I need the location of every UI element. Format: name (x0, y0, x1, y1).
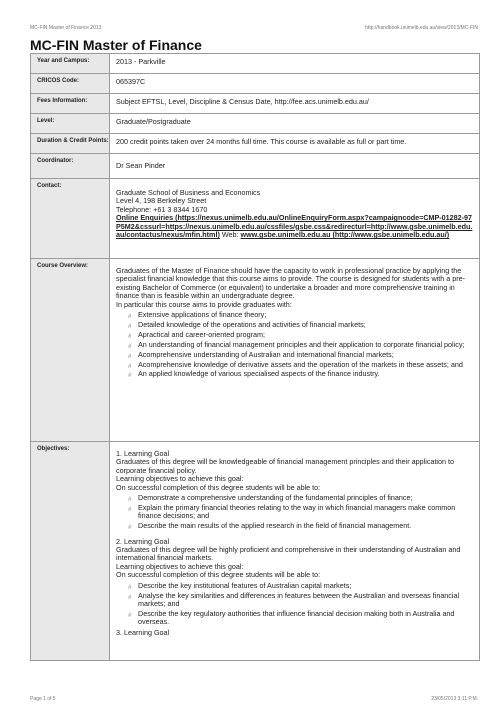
header-url[interactable]: http://handbook.unimelb.edu.au/view/2013/MC-FIN (365, 25, 478, 31)
course-info-table (30, 53, 480, 661)
bullet-icon: # (128, 373, 132, 380)
bullet-icon: # (128, 506, 132, 513)
bullet-icon: # (128, 497, 132, 504)
value-fees: Subject EFTSL, Level, Discipline & Census Date, http://fee.acs.unimelb.edu.au/ (116, 97, 369, 106)
page-number: Page 1 of 5 (30, 696, 56, 702)
page-header (30, 25, 478, 33)
row-cricos (31, 74, 479, 94)
goal-1-text: Graduates of this degree will be knowledgeable of financial management principles and their application to corporate financial policy. (116, 457, 455, 475)
goal-2-text: Graduates of this degree will be highly proficient and comprehensive in their understanding of Australian and international financial markets. (116, 545, 461, 563)
row-level (31, 114, 479, 134)
row-fees (31, 94, 479, 114)
list-item: # Describe the key institutional features of Australian capital markets; (128, 580, 352, 591)
row-contact (31, 179, 479, 259)
overview-aims-list (116, 311, 473, 379)
online-enquiries-link[interactable]: Online Enquiries (https://nexus.unimelb.edu.au/OnlineEnquiryForm.aspx?campaigncode=CMP-01282-97P5M2&cssurl=https://nexus.unimelb.edu.au/cssfiles/gsbe.css&redirecturl=http://www.gsbe.unimelb.edu.au/contactus/nexus/mfin.html) (116, 213, 473, 240)
overview-paragraph: Graduates of the Master of Finance should have the capacity to work in professional practice by applying the specialist financial knowledge that this course aims to provide. The course is designed for students with a pre-existing Bachelor of Commerce (or equivalent) to undertake a broader and more comprehensive training in finance than is feasible within an undergraduate degree. (116, 266, 466, 301)
contact-address: Level 4, 198 Berkeley Street (116, 196, 207, 206)
list-item: # Analyse the key similarities and differences in features between the Australian and overseas financial markets; and (128, 590, 460, 608)
list-item: # An applied knowledge of various specialised aspects of the finance industry. (128, 369, 380, 380)
bullet-icon: # (128, 314, 132, 321)
label-fees: Fees Information: (31, 94, 110, 113)
label-duration: Duration & Credit Points: (31, 134, 110, 153)
contact-phone: Telephone: +61 3 8344 1670 (116, 204, 208, 214)
label-level: Level: (31, 114, 110, 133)
row-year (31, 54, 479, 74)
goal-2-lead2: On successful completion of this degree students will be able to: (116, 570, 321, 580)
value-duration: 200 credit points taken over 24 months full time. This course is available as full or part time. (116, 137, 407, 146)
value-coordinator: Dr Sean Pinder (116, 161, 166, 170)
list-item: # Apractical and career-oriented program; (128, 329, 266, 340)
value-contact (110, 179, 479, 258)
goal-1-lead: Learning objectives to achieve this goal: (116, 474, 244, 484)
label-contact: Contact: (31, 179, 110, 258)
bullet-icon: # (128, 525, 132, 532)
goal-1-title: 1. Learning Goal (116, 449, 170, 458)
label-objectives: Objectives: (31, 442, 110, 660)
list-item: # Describe the key regulatory authorities that influence financial decision making both in Australia and overseas. (128, 608, 455, 627)
list-item: # Explain the primary financial theories relating to the way in which financial managers make common finance decisions; and (128, 502, 456, 521)
goal-2-list (116, 582, 473, 627)
goal-2-lead: Learning objectives to achieve this goal: (116, 561, 244, 571)
bullet-icon: # (128, 353, 132, 360)
row-duration (31, 134, 479, 154)
value-year: 2013 - Parkville (116, 57, 166, 66)
list-item: # Describe the main results of the applied research in the field of financial management. (128, 521, 412, 532)
label-year: Year and Campus: (31, 54, 110, 73)
goal-2-title: 2. Learning Goal (116, 536, 170, 546)
list-item: # Detailed knowledge of the operations and activities of financial markets; (128, 319, 366, 330)
row-overview (31, 259, 479, 442)
page-title: MC-FIN Master of Finance (30, 37, 202, 53)
row-coordinator (31, 154, 479, 179)
overview-intro: In particular this course aims to provide graduates with: (116, 299, 292, 309)
list-item: # An understanding of financial management principles and their application to corporate financial policy; (128, 339, 465, 350)
bullet-icon: # (128, 323, 132, 330)
goal-3-title: 3. Learning Goal (116, 627, 170, 637)
label-coordinator: Coordinator: (31, 154, 110, 178)
bullet-icon: # (128, 333, 132, 340)
row-objectives (31, 442, 479, 660)
value-objectives (110, 442, 479, 660)
web-label: Web: (219, 230, 241, 240)
contact-links (116, 214, 473, 239)
list-item: # Extensive applications of finance theory; (128, 310, 267, 321)
bullet-icon: # (128, 343, 132, 350)
print-timestamp: 23/05/2013 3:11 P.M. (431, 696, 478, 702)
list-item: # Acomprehensive understanding of Australian and international financial markets; (128, 349, 394, 360)
bullet-icon: # (128, 612, 132, 619)
goal-1-list (116, 494, 473, 531)
header-left: MC-FIN Master of Finance 2013 (30, 25, 102, 31)
value-overview (110, 259, 479, 441)
contact-school: Graduate School of Business and Economics (116, 188, 261, 197)
value-cricos: 065397C (116, 77, 146, 86)
website-link[interactable]: www.gsbe.unimelb.edu.au (http://www.gsbe.unimelb.edu.au/) (240, 230, 450, 240)
bullet-icon: # (128, 584, 132, 591)
value-level: Graduate/Postgraduate (116, 117, 191, 126)
goal-1-lead2: On successful completion of this degree students will be able to: (116, 482, 321, 492)
label-cricos: CRICOS Code: (31, 74, 110, 93)
list-item: # Acomprehensive knowledge of derivative assets and the operation of the markets in these assets; and (128, 359, 463, 370)
bullet-icon: # (128, 594, 132, 601)
label-overview: Course Overview: (31, 259, 110, 441)
bullet-icon: # (128, 363, 132, 370)
list-item: # Demonstrate a comprehensive understanding of the fundamental principles of finance; (128, 493, 413, 504)
